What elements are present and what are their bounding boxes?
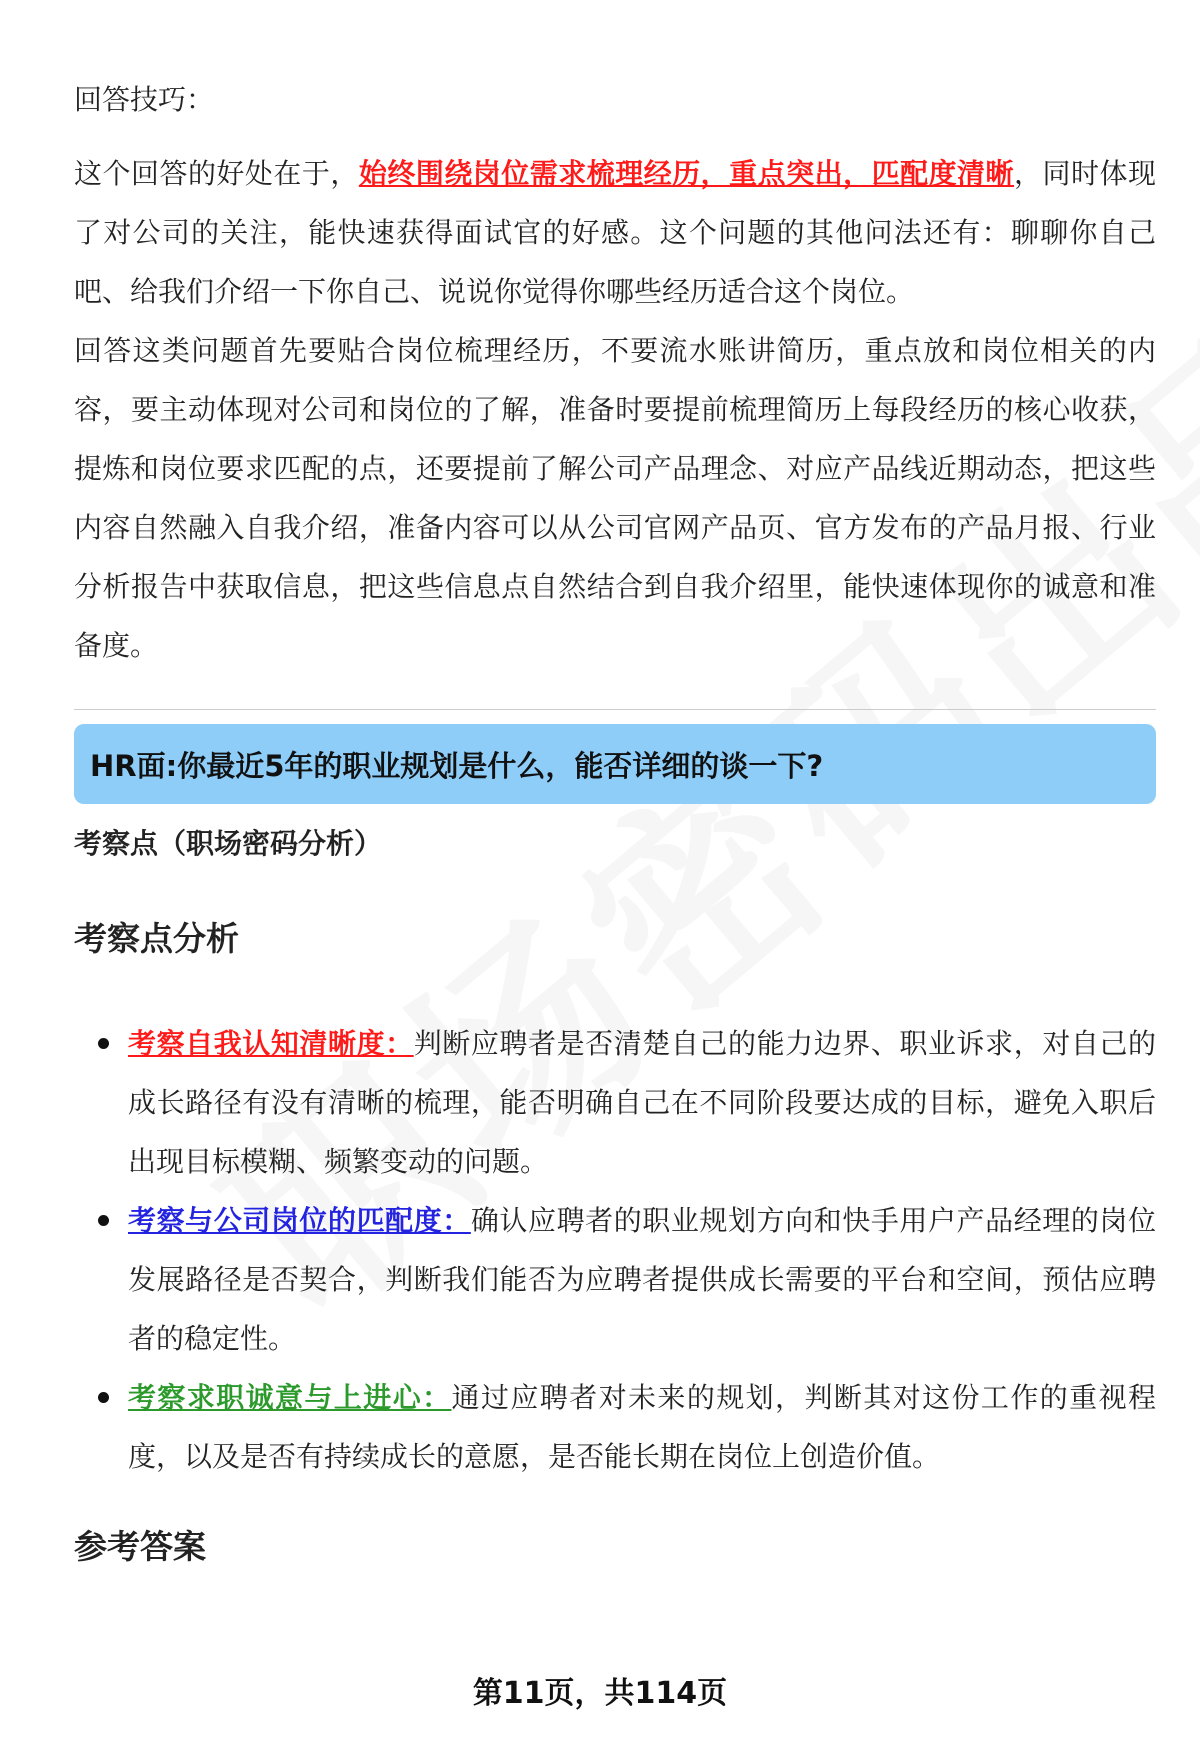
answer-tips-paragraph-1 (74, 144, 1156, 321)
p1-after: ，同时体现了对公司的关注，能快速获得面试官的好感。这个问题的其他问法还有：聊聊你自己吧、给我们介绍一下你自己、说说你觉得你哪些经历适合这个岗位。 (74, 157, 1156, 308)
question-title: HR面:你最近5年的职业规划是什么，能否详细的谈一下? (90, 748, 824, 783)
analysis-point-text: 确认应聘者的职业规划方向和快手用户产品经理的岗位发展路径是否契合，判断我们能否为应聘者提供成长需要的平台和空间，预估应聘者的稳定性。 (128, 1204, 1156, 1355)
bullet-icon (98, 1392, 109, 1403)
analysis-point-key: 考察自我认知清晰度： (128, 1027, 414, 1060)
analysis-point-text: 通过应聘者对未来的规划，判断其对这份工作的重视程度，以及是否有持续成长的意愿，是否能长期在岗位上创造价值。 (128, 1381, 1156, 1473)
page-indicator: 第11页，共114页 (472, 1676, 728, 1711)
analysis-point-text: 判断应聘者是否清楚自己的能力边界、职业诉求，对自己的成长路径有没有清晰的梳理，能否明确自己在不同阶段要达成的目标，避免入职后出现目标模糊、频繁变动的问题。 (128, 1027, 1156, 1178)
reference-answer-heading: 参考答案 (74, 1527, 206, 1566)
p1-highlight: 始终围绕岗位需求梳理经历，重点突出，匹配度清晰 (358, 157, 1015, 190)
answer-tips-label: 回答技巧： (74, 83, 215, 116)
analysis-point (74, 1191, 1156, 1368)
analysis-point (74, 1368, 1156, 1486)
question-banner (74, 724, 1156, 804)
analysis-heading: 考察点分析 (74, 919, 239, 958)
analysis-point-key: 考察求职诚意与上进心： (128, 1381, 452, 1414)
p1-before: 这个回答的好处在于， (74, 157, 359, 190)
analysis-points-list (74, 1014, 1156, 1486)
question-subheading: 考察点（职场密码分析） (74, 827, 383, 860)
analysis-point (74, 1014, 1156, 1191)
page-content (74, 60, 1156, 1572)
bullet-icon (98, 1038, 109, 1049)
analysis-point-key: 考察与公司岗位的匹配度： (128, 1204, 471, 1237)
bullet-icon (98, 1215, 109, 1226)
answer-tips-paragraph-2: 回答这类问题首先要贴合岗位梳理经历，不要流水账讲简历，重点放和岗位相关的内容，要主动体现对公司和岗位的了解，准备时要提前梳理简历上每段经历的核心收获，提炼和岗位要求匹配的点，还要提前了解公司产品理念、对应产品线近期动态，把这些内容自然融入自我介绍，准备内容可以从公司官网产品页、官方发布的产品月报、行业分析报告中获取信息，把这些信息点自然结合到自我介绍里，能快速体现你的诚意和准备度。 (74, 334, 1156, 662)
section-divider (74, 709, 1156, 710)
